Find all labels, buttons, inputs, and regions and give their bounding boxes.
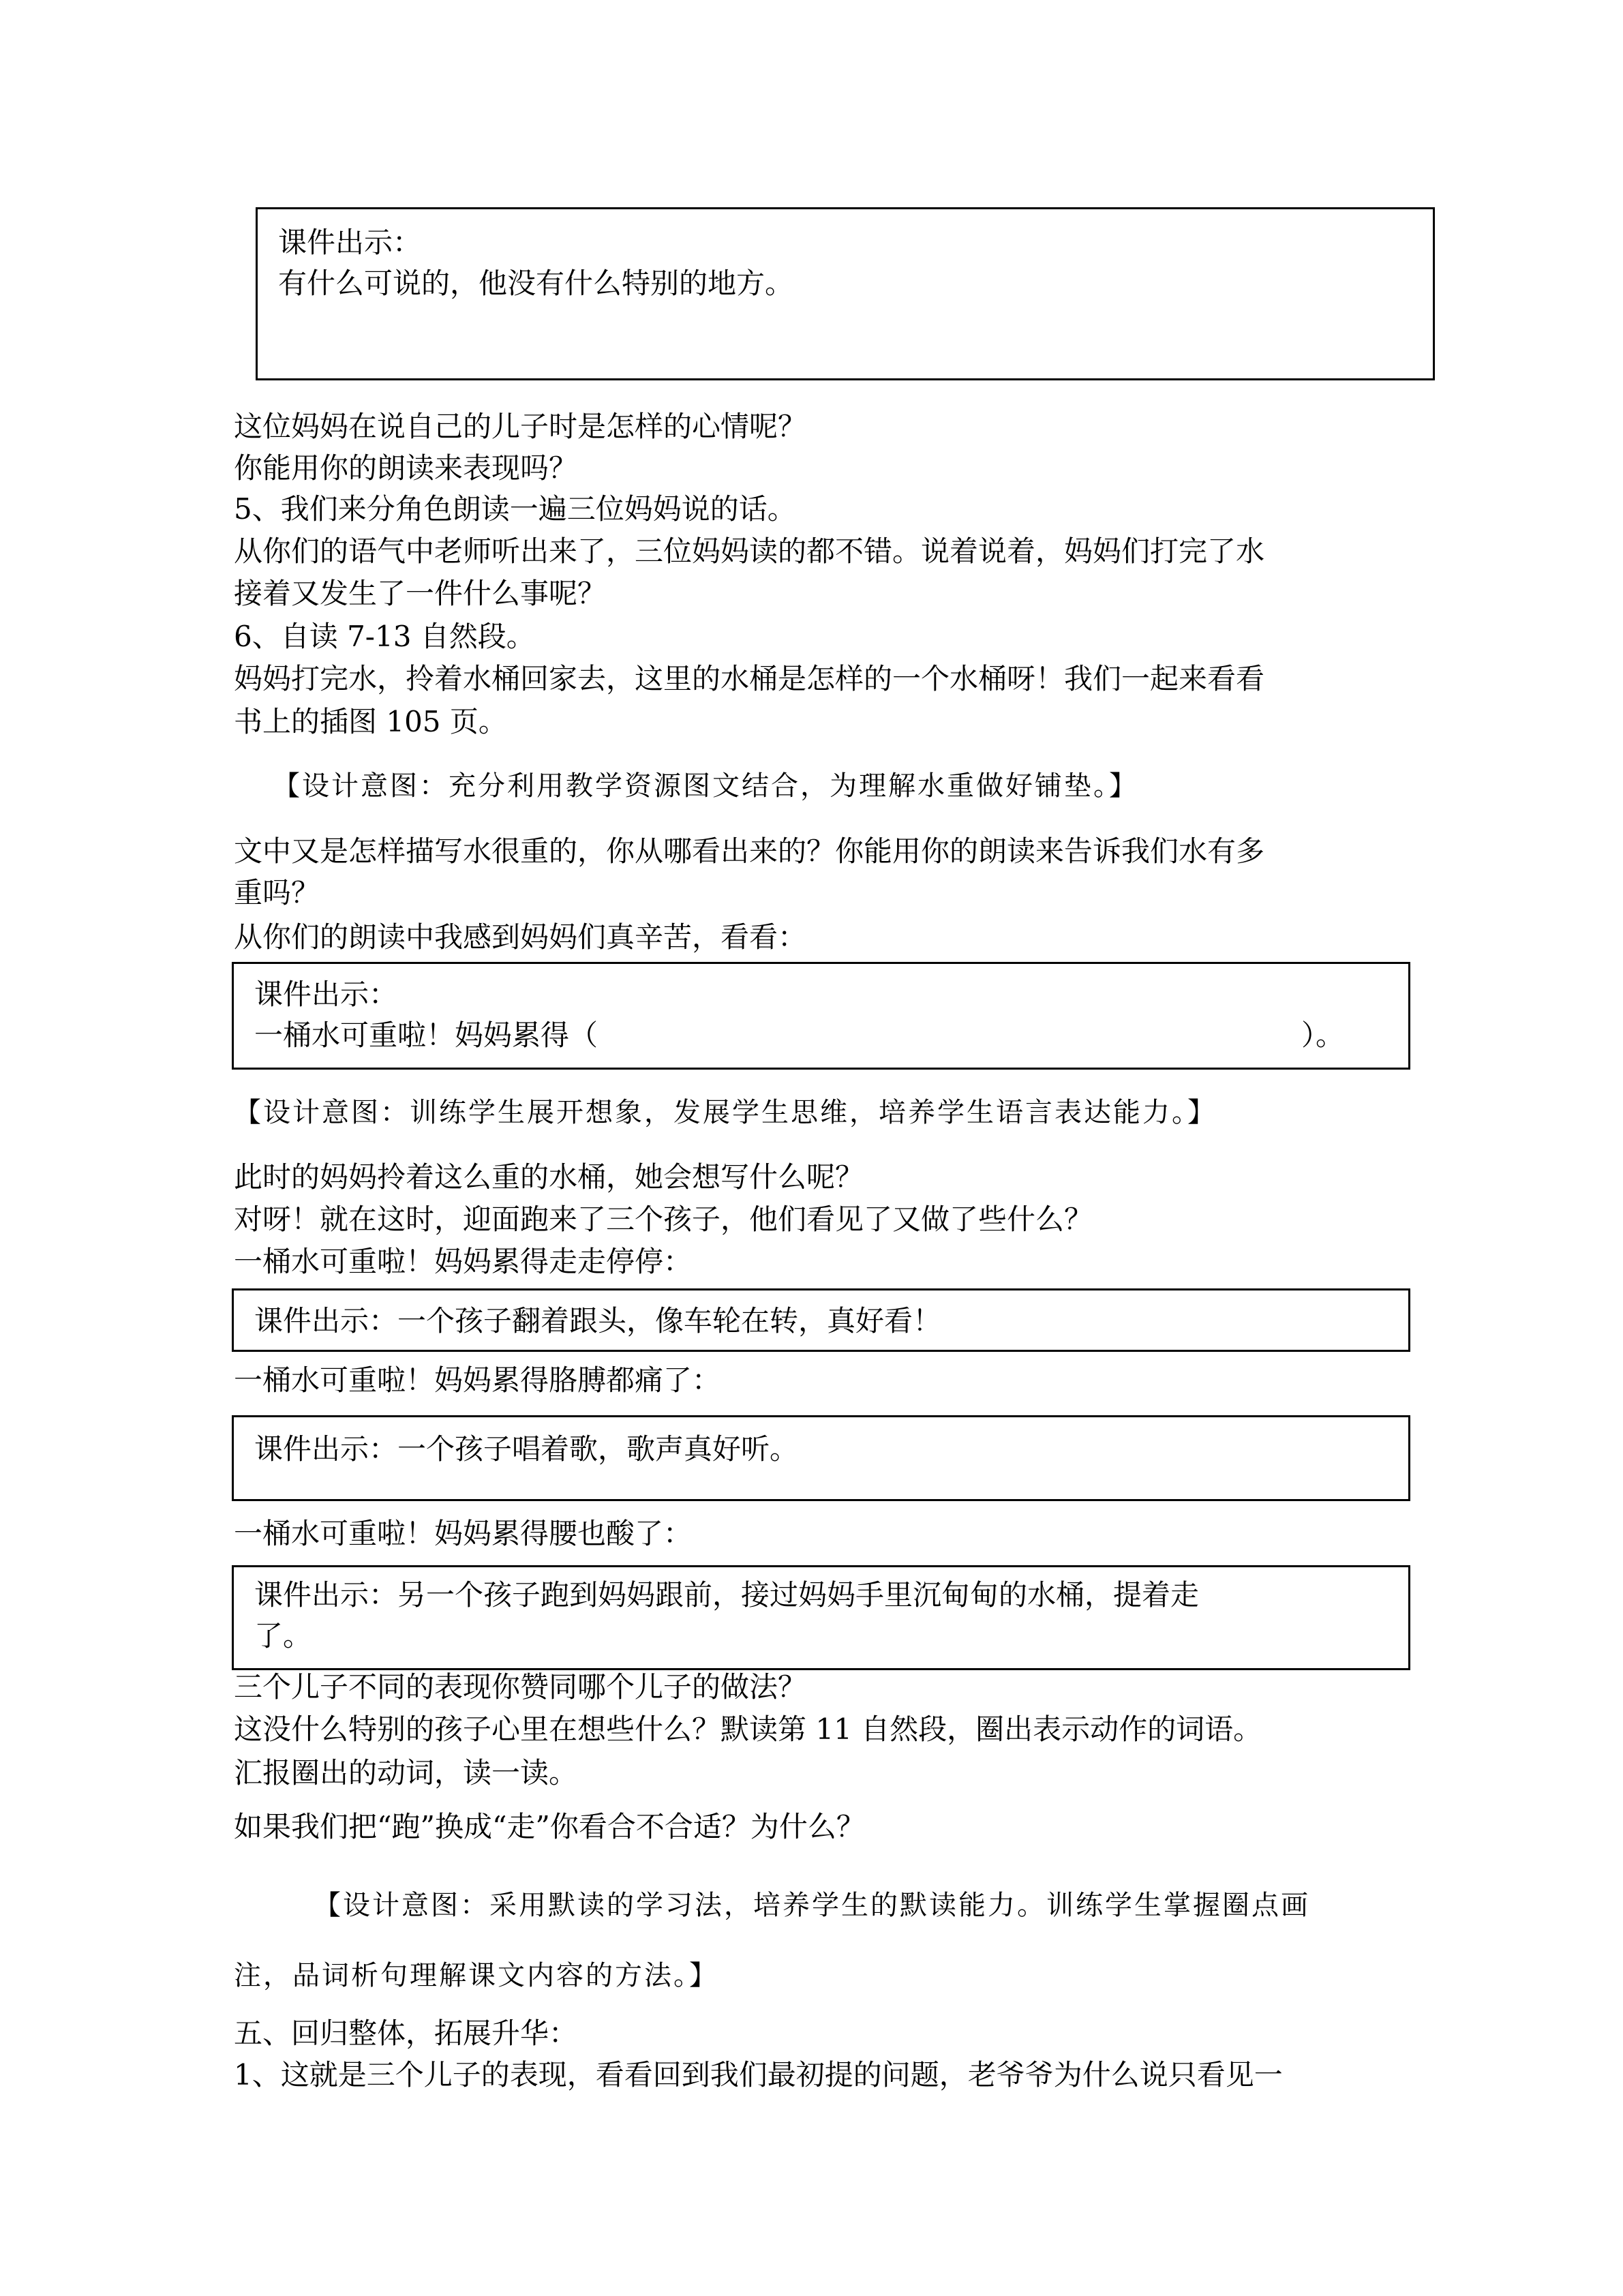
- paragraph: 书上的插图 105 页。: [234, 705, 507, 738]
- paragraph: 这没什么特别的孩子心里在想些什么？默读第 11 自然段，圈出表示动作的词语。: [234, 1712, 1262, 1746]
- design-intent-2: 【设计意图：训练学生展开想象，发展学生思维，培养学生语言表达能力。】: [234, 1097, 1217, 1128]
- paragraph: 文中又是怎样描写水很重的，你从哪看出来的？你能用你的朗读来告诉我们水有多: [234, 834, 1265, 868]
- design-intent-1: 【设计意图：充分利用教学资源图文结合，为理解水重做好铺垫。】: [273, 770, 1138, 802]
- box-5-line-2: 了。: [254, 1619, 312, 1652]
- paragraph: 妈妈打完水，拎着水桶回家去，这里的水桶是怎样的一个水桶呀！我们一起来看看: [234, 662, 1265, 695]
- paragraph: 三个儿子不同的表现你赞同哪个儿子的做法？: [234, 1670, 807, 1704]
- box-2-blank-end: ）。: [1301, 1018, 1345, 1052]
- paragraph: 6、自读 7-13 自然段。: [234, 620, 535, 653]
- paragraph: 一桶水可重啦！妈妈累得胳膊都痛了：: [234, 1363, 721, 1397]
- box-5-line-1: 课件出示：另一个孩子跑到妈妈跟前，接过妈妈手里沉甸甸的水桶，提着走: [254, 1578, 1200, 1612]
- paragraph: 5、我们来分角色朗读一遍三位妈妈说的话。: [234, 492, 796, 526]
- paragraph: 你能用你的朗读来表现吗？: [234, 451, 578, 485]
- paragraph: 汇报圈出的动词，读一读。: [234, 1756, 578, 1789]
- paragraph: 这位妈妈在说自己的儿子时是怎样的心情呢？: [234, 410, 807, 443]
- paragraph: 从你们的语气中老师听出来了，三位妈妈读的都不错。说着说着，妈妈们打完了水: [234, 534, 1265, 568]
- box-1-text: 有什么可说的，他没有什么特别的地方。: [278, 267, 794, 300]
- box-1-label: 课件出示：: [278, 226, 422, 259]
- paragraph: 一桶水可重啦！妈妈累得腰也酸了：: [234, 1517, 693, 1550]
- box-2-label: 课件出示：: [254, 978, 398, 1011]
- paragraph: 一桶水可重啦！妈妈累得走走停停：: [234, 1245, 693, 1278]
- paragraph: 对呀！就在这时，迎面跑来了三个孩子，他们看见了又做了些什么？: [234, 1203, 1093, 1236]
- courseware-box-5: [232, 1565, 1410, 1670]
- courseware-box-4: [232, 1415, 1410, 1501]
- paragraph: 从你们的朗读中我感到妈妈们真辛苦，看看：: [234, 920, 807, 954]
- paragraph: 重吗？: [234, 876, 320, 909]
- box-2-text: 一桶水可重啦！妈妈累得（: [254, 1018, 598, 1052]
- paragraph: 如果我们把“跑”换成“走”你看合不合适？为什么？: [234, 1810, 865, 1843]
- courseware-box-2: [232, 962, 1410, 1070]
- courseware-box-3: [232, 1288, 1410, 1352]
- box-3-text: 课件出示：一个孩子翻着跟头，像车轮在转，真好看！: [254, 1304, 942, 1338]
- section-heading: 五、回归整体，拓展升华：: [234, 2016, 578, 2050]
- paragraph: 1、这就是三个儿子的表现，看看回到我们最初提的问题，老爷爷为什么说只看见一: [234, 2058, 1283, 2091]
- paragraph: 此时的妈妈拎着这么重的水桶，她会想写什么呢？: [234, 1160, 864, 1194]
- design-intent-3-line-1: 【设计意图：采用默读的学习法，培养学生的默读能力。训练学生掌握圈点画: [314, 1890, 1310, 1921]
- courseware-box-1: [256, 207, 1435, 380]
- design-intent-3-line-2: 注，品词析句理解课文内容的方法。】: [234, 1960, 718, 1991]
- paragraph: 接着又发生了一件什么事呢？: [234, 577, 607, 610]
- box-4-text: 课件出示：一个孩子唱着歌，歌声真好听。: [254, 1432, 799, 1466]
